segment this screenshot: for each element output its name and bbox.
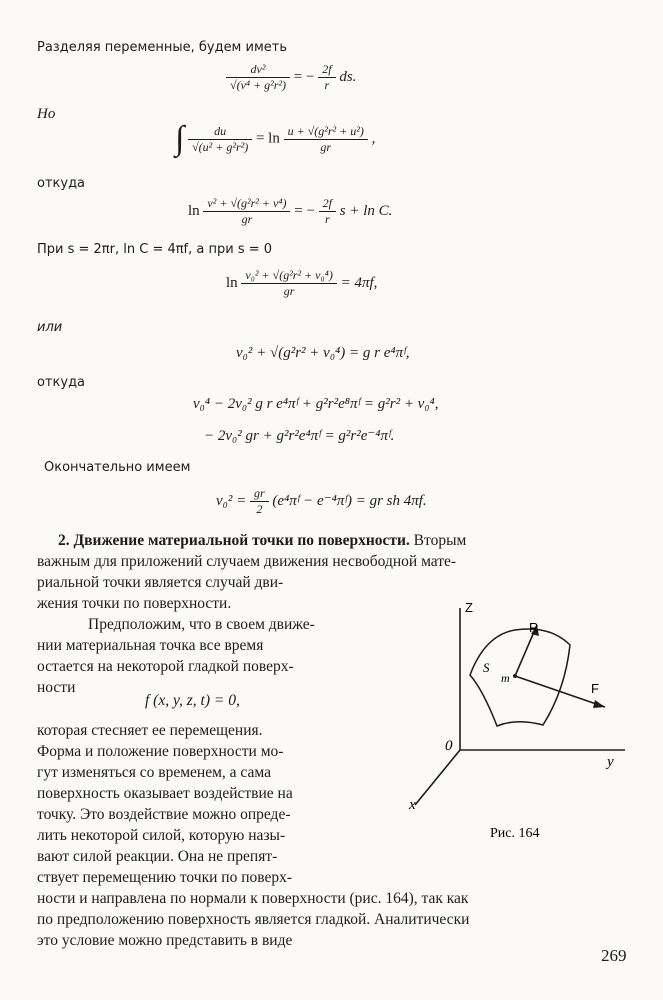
text-or: или — [37, 320, 63, 335]
p3-line-4: поверхность оказывает воздействие на — [37, 785, 293, 802]
text-separating: Разделяя переменные, будем иметь — [37, 40, 287, 55]
text-whence-2: откуда — [37, 375, 86, 390]
x-axis — [415, 750, 460, 805]
text-finally: Окончательно имеем — [44, 460, 191, 475]
label-y: y — [607, 754, 614, 770]
text-whence-1: откуда — [37, 176, 86, 191]
p3-line-6: лить некоторой силой, которую назы- — [37, 827, 286, 844]
p3-line-3: гут изменяться со временем, а сама — [37, 764, 271, 781]
section-line-4: жения точки по поверхности. — [37, 595, 232, 612]
p2-line-3: остается на некоторой гладкой поверх- — [37, 658, 294, 675]
equation-6: v₀⁴ − 2v₀² g r e⁴πᶠ + g²r²e⁸πᶠ = g²r² + v₀⁴, — [193, 396, 439, 412]
label-R: R — [529, 620, 539, 635]
label-m: m — [501, 671, 510, 685]
equation-1: $\frac{\text{dv²}}{\text{√(v⁴ + g²r²)}}$ = − $\frac{2f}{r}$ ds. — [226, 62, 356, 93]
p3-line-7: вают силой реакции. Она не препят- — [37, 848, 278, 865]
equation-7: − 2v₀² gr + g²r²e⁴πᶠ = g²r²e⁻⁴πᶠ. — [204, 428, 395, 444]
p3-line-10: по предположению поверхность является гладкой. Аналитически — [37, 911, 470, 928]
label-F: F — [591, 681, 599, 696]
page-number: 269 — [601, 946, 627, 965]
equation-2: ∫ $\frac{du}{\text{√(u² + g²r²)}}$ = ln $\frac{\text{u + √(g²r² + u²)}}{gr}$ , — [175, 120, 376, 157]
label-z: Z — [465, 600, 473, 615]
equation-4: ln $\frac{\text{v₀² + √(g²r² + v₀⁴)}}{gr}$ = 4πf, — [226, 268, 378, 298]
label-origin: 0 — [445, 738, 453, 754]
section-line-2: важным для приложений случаем движения несвободной мате- — [37, 553, 457, 570]
text-but: Но — [37, 106, 56, 122]
surface-equation: f (x, y, z, t) = 0, — [145, 692, 240, 709]
p3-line-8: ствует перемещению точки по поверх- — [37, 869, 293, 886]
equation-5: v₀² + √(g²r² + v₀⁴) = g r e⁴πᶠ, — [236, 345, 410, 361]
label-x: x — [409, 797, 416, 813]
p2-line-1: Предположим, что в своем движе- — [88, 616, 315, 633]
figure-164 — [395, 590, 645, 855]
p2-line-2: нии материальная точка все время — [37, 637, 264, 654]
force-arrowhead — [593, 700, 605, 708]
p3-line-9: ности и направлена по нормали к поверхности (рис. 164), так как — [37, 890, 469, 907]
equation-3: ln $\frac{\text{v² + √(g²r² + v⁴)}}{gr}$ = − $\frac{2f}{r}$ s + ln C. — [188, 196, 393, 226]
section-line1-rest: Вторым — [409, 532, 467, 549]
label-S: S — [483, 660, 490, 675]
section-first-line — [58, 530, 466, 551]
section-heading: 2. Движение материальной точки по поверхности. — [58, 532, 410, 549]
p3-line-1: которая стесняет ее перемещения. — [37, 722, 263, 739]
point-m — [513, 674, 517, 678]
p2-line-4: ности — [37, 679, 76, 696]
text-at-values: При s = 2πr, ln C = 4πf, а при s = 0 — [37, 242, 273, 257]
p3-line-5: точку. Это воздействие можно опреде- — [37, 806, 291, 823]
section-line-3: риальной точки является случай дви- — [37, 574, 284, 591]
figure-caption: Рис. 164 — [490, 826, 540, 841]
equation-8: v₀² = $\frac{gr}{2}$ (e⁴πᶠ − e⁻⁴πᶠ) = gr sh 4πf. — [216, 486, 427, 516]
p3-line-2: Форма и положение поверхности мо- — [37, 743, 284, 760]
p3-line-11: это условие можно представить в виде — [37, 932, 293, 949]
